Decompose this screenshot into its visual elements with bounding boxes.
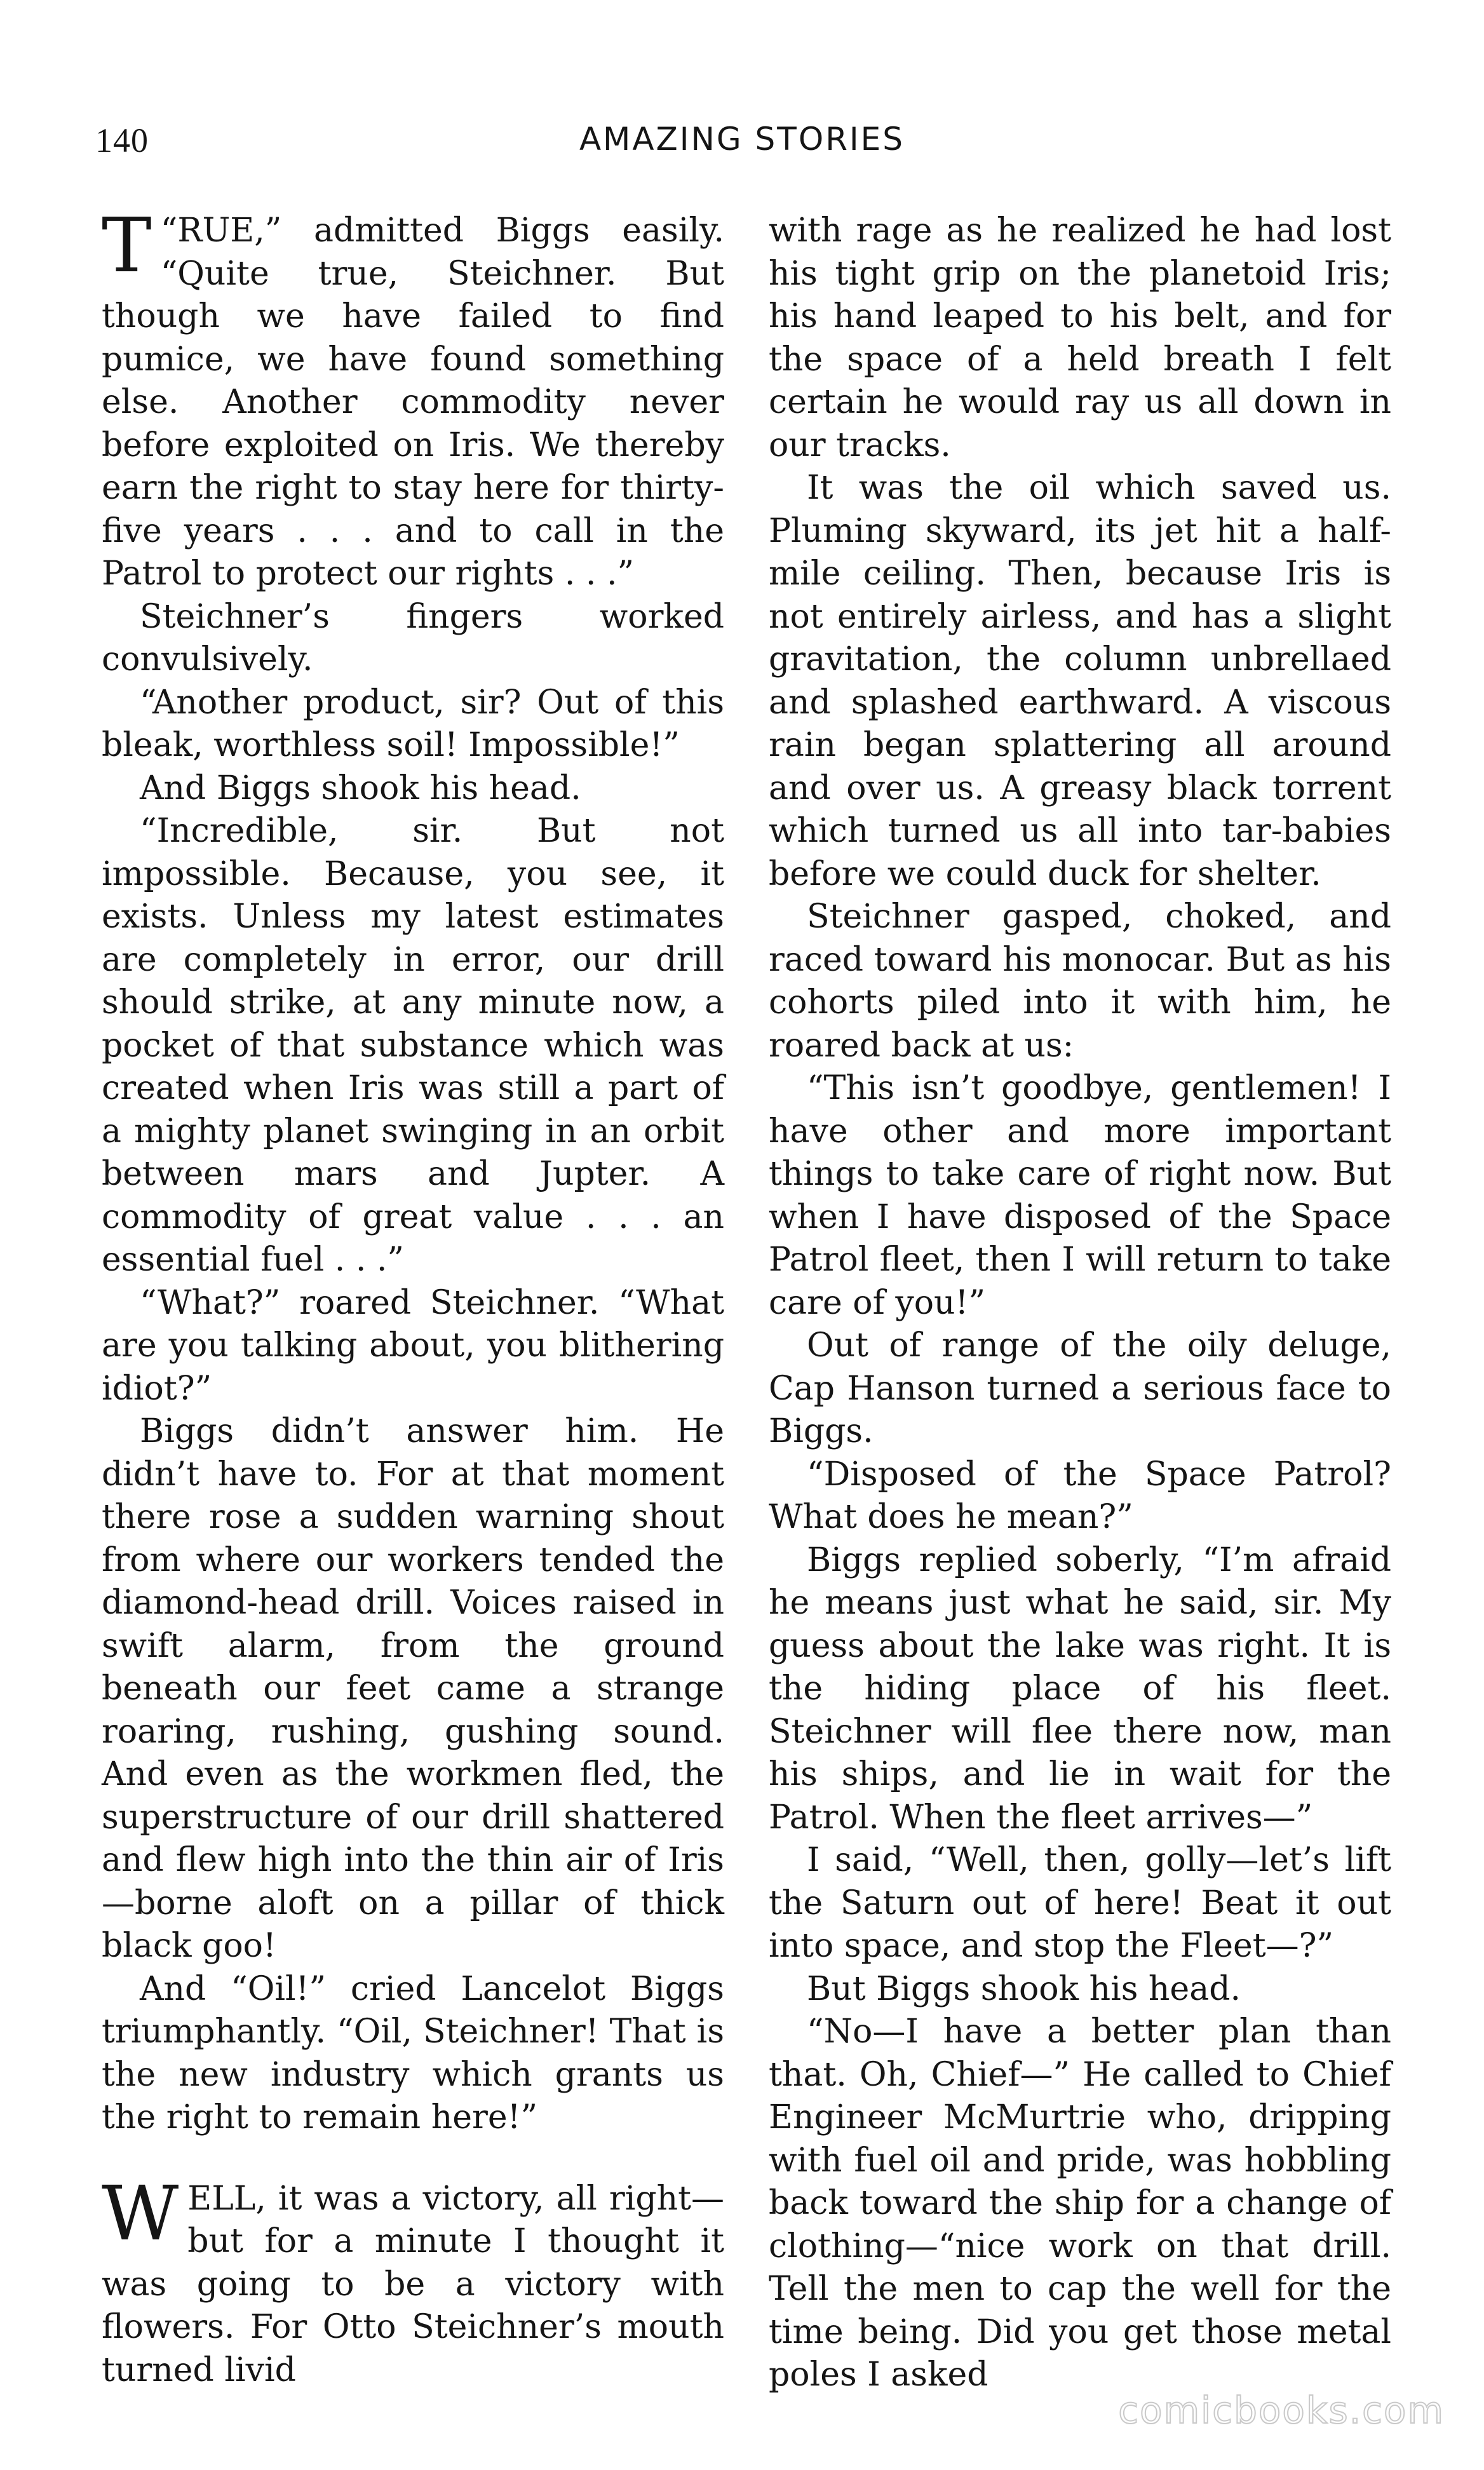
paragraph: “No—I have a better plan than that. Oh, Chief—” He called to Chief Engineer McMurtrie who, dripping with fuel oil and pride, was hobbling back toward the ship for a change of clothing—“nice work on that drill. Tell the men to cap the well for the time being. Did you get those metal poles I asked (769, 2013, 1391, 2394)
paragraph (102, 2169, 724, 2392)
opening-quote: “ (160, 212, 178, 250)
paragraph: “Incredible, sir. But not impossible. Because, you see, it exists. Unless my latest estimates are completely in error, our drill should strike, at any minute now, a pocket of that substance which was created when Iris was still a part of a mighty planet swinging in an orbit between mars and Jupter. A commodity of great value . . . an essential fuel . . .” (102, 812, 724, 1279)
watermark: comicbooks.com (1118, 2389, 1445, 2432)
paragraph-text: ELL, it was a victory, all right—but for a minute I thought it was going to be a victory with flowers. For Otto Steichner’s mouth turned livid (102, 2179, 724, 2389)
paragraph: “Another product, sir? Out of this bleak, worthless soil! Impossible!” (102, 683, 724, 764)
right-column (769, 210, 1391, 2394)
paragraph: Biggs didn’t answer him. He didn’t have to. For at that moment there rose a sudden warning shout from where our workers tended the diamond-head drill. Voices raised in swift alarm, from the ground beneath our feet came a strange roaring, rushing, gushing sound. And even as the workmen fled, the superstructure of our drill shattered and flew high into the thin air of Iris—borne aloft on a pillar of thick black goo! (102, 1412, 724, 1965)
paragraph-text: RUE,” admitted Biggs easily. “Quite true, Steichner. But though we have failed to find pumice, we have found something else. Another commodity never before exploited on Iris. We thereby earn the right to stay here for thirty-five years . . . and to call in the Patrol to protect our rights . . .” (102, 212, 724, 593)
paragraph: I said, “Well, then, golly—let’s lift the Saturn out of here! Beat it out into space, and stop the Fleet—?” (769, 1841, 1391, 1965)
paragraph: Biggs replied soberly, “I’m afraid he means just what he said, sir. My guess about the lake was right. It is the hiding place of his fleet. Steichner will flee there now, man his ships, and lie in wait for the Patrol. When the fleet arrives—” (769, 1541, 1391, 1837)
paragraph: Steichner’s fingers worked convulsively. (102, 597, 724, 678)
paragraph (102, 201, 724, 596)
paragraph: Steichner gasped, choked, and raced toward his monocar. But as his cohorts piled into it with him, he roared back at us: (769, 898, 1391, 1065)
drop-cap: W (102, 2169, 179, 2257)
left-column (102, 201, 724, 2389)
paragraph: Out of range of the oily deluge, Cap Hanson turned a serious face to Biggs. (769, 1326, 1391, 1450)
paragraph: “What?” roared Steichner. “What are you talking about, you blithering idiot?” (102, 1283, 724, 1408)
page-header (0, 121, 1484, 178)
paragraph: And “Oil!” cried Lancelot Biggs triumphantly. “Oil, Steichner! That is the new industry which grants us the right to remain here!” (102, 1969, 724, 2136)
paragraph: But Biggs shook his head. (807, 1969, 1241, 2008)
paragraph: It was the oil which saved us. Pluming skyward, its jet hit a half-mile ceiling. Then, because Iris is not entirely airless, and has a slight gravitation, the column unbrellaed and splashed earthward. A viscous rain began splattering all around and over us. A greasy black torrent which turned us all into tar-babies before we could duck for shelter. (769, 469, 1391, 893)
drop-cap: T (102, 201, 152, 289)
page-number: 140 (95, 121, 149, 159)
paragraph: with rage as he realized he had lost his tight grip on the planetoid Iris; his hand leaped to his belt, and for the space of a held breath I felt certain he would ray us all down in our tracks. (769, 212, 1391, 464)
running-head-title: AMAZING STORIES (579, 121, 905, 158)
paragraph: And Biggs shook his head. (140, 769, 581, 807)
paragraph: “Disposed of the Space Patrol? What does he mean?” (769, 1455, 1391, 1536)
paragraph: “This isn’t goodbye, gentlemen! I have other and more important things to take care of right now. But when I have disposed of the Space Patrol fleet, then I will return to take care of you!” (769, 1069, 1391, 1322)
